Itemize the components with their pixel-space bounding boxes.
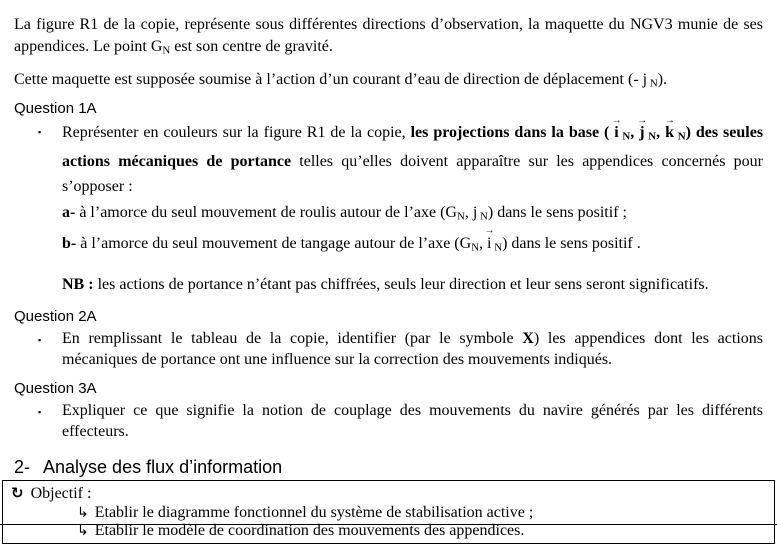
square-bullet-icon: ▪	[38, 406, 42, 417]
clockwise-arrow-icon: ↻	[11, 483, 24, 502]
nb-note: NB : les actions de portance n’étant pas chiffrées, seuls leur direction et leur sens seront significatifs.	[62, 275, 709, 293]
question-2a-bullet-row	[14, 328, 763, 371]
square-bullet-icon: ▪	[38, 334, 42, 345]
question-1a-heading: Question 1A	[14, 99, 97, 117]
question-1a-text: Représenter en couleurs sur la figure R1 de la copie, les projections dans la base ( i → $_N$, j → $_N$, k → $_N$) des seules actions mécaniques de portance telles qu’elles doivent apparaître sur les appendices concernés pour s’opposer :	[62, 114, 764, 196]
curved-arrow-icon: ↳	[77, 504, 89, 521]
curved-arrow-icon: ↳	[77, 522, 89, 539]
intro-paragraph-1: La figure R1 de la copie, représente sous différentes directions d’observation, la maquette du NGV3 munie de ses appendices. Le point $G_N$ est son centre de gravité.	[14, 16, 763, 57]
next-section-top-border	[0, 524, 777, 525]
question-3a-bullet-row	[14, 400, 763, 443]
question-2a-text: En remplissant le tableau de la copie, identifier (par le symbole X) les appendices dont les actions mécaniques de portance ont une influence sur la correction des mouvements indiqués.	[62, 329, 764, 369]
question-2a-heading: Question 2A	[14, 307, 97, 325]
question-1a-bullet-row	[14, 114, 764, 199]
section-2-heading	[14, 457, 763, 477]
square-bullet-icon: ▪	[38, 126, 42, 137]
section-2-title: Analyse des flux d’information	[43, 456, 283, 477]
question-3a-heading: Question 3A	[14, 379, 97, 397]
objectif-label: Objectif :	[30, 484, 92, 502]
question-3a-text: Expliquer ce que signifie la notion de couplage des mouvements du navire générés par les différents effecteurs.	[62, 401, 763, 441]
objectif-item-1-text: Etablir le diagramme fonctionnel du système de stabilisation active ;	[94, 503, 534, 521]
item-a-text: a- à l’amorce du seul mouvement de roulis autour de l’axe ($G_N$, j $_N$) dans le sens positif ;	[62, 204, 627, 223]
section-2-number: 2-	[14, 456, 31, 477]
objectif-box	[2, 480, 775, 544]
objectif-item	[11, 504, 768, 522]
intro-paragraph-2: Cette maquette est supposée soumise à l’action d’un courant d’eau de direction de déplacement (- j $_N$).	[14, 71, 668, 90]
objectif-item-2-text: Etablir le modèle de coordination des mouvements des appendices.	[94, 521, 525, 539]
item-b-text: b- à l’amorce du seul mouvement de tangage autour de l’axe ($G_N$, i → $_N$) dans le sens positif .	[62, 225, 641, 253]
objectif-header	[11, 483, 768, 504]
